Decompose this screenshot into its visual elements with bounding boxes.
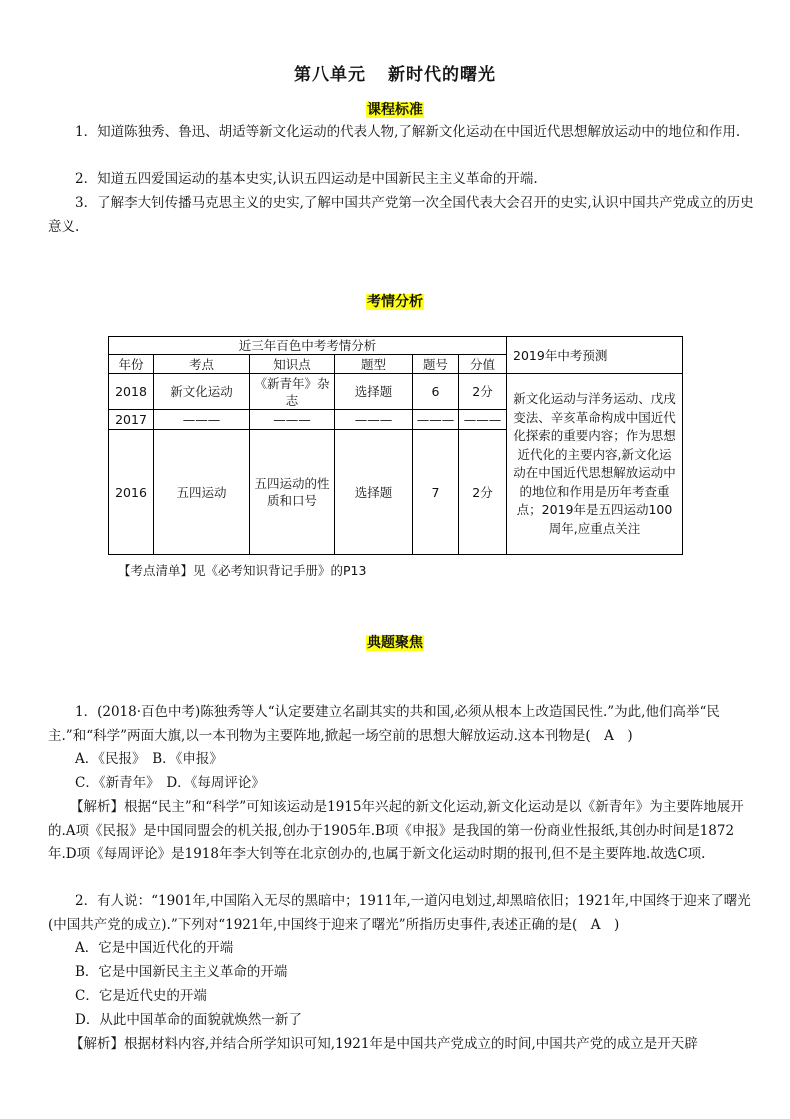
table-cell: ——— [459, 410, 507, 430]
table-cell: 新文化运动 [154, 374, 250, 410]
section-heading-examples: 典题聚焦 [367, 635, 423, 651]
question-1-options-ab: A．《民报》 B．《申报》 [75, 751, 223, 767]
table-cell: ——— [413, 410, 459, 430]
checklist-note: 【考点清单】见《必考知识背记手册》的P13 [118, 563, 367, 578]
prediction-header: 2019年中考预测 [507, 337, 683, 374]
table-row [109, 374, 683, 410]
table-cell: 7 [413, 430, 459, 555]
section-heading-analysis: 考情分析 [367, 294, 423, 310]
question-2-analysis: 【解析】根据材料内容,并结合所学知识可知,1921年是中国共产党成立的时间,中国共产党的成立是开天辟 [70, 1036, 698, 1052]
table-cell: 五四运动 [154, 430, 250, 555]
question-2-option: B．它是中国新民主主义革命的开端 [75, 964, 288, 980]
column-header: 年份 [109, 355, 154, 374]
column-header: 考点 [154, 355, 250, 374]
prediction-text: 新文化运动与洋务运动、戊戌变法、辛亥革命构成中国近代化探索的重要内容；作为思想近代化的主要内容,新文化运动在中国近代思想解放运动中的地位和作用是历年考查重点；2019年是五四运动100周年,应重点关注 [507, 374, 683, 555]
column-header: 知识点 [250, 355, 335, 374]
table-cell: 2017 [109, 410, 154, 430]
table-cell: 选择题 [335, 430, 413, 555]
table-cell: 《新青年》杂志 [250, 374, 335, 410]
table-cell: 2016 [109, 430, 154, 555]
standard-item-3: 3．了解李大钊传播马克思主义的史实,了解中国共产党第一次全国代表大会召开的史实,认识中国共产党成立的历史意义. [48, 195, 754, 235]
table-cell: 6 [413, 374, 459, 410]
unit-title [0, 60, 790, 85]
question-2-stem: 2．有人说：“1901年,中国陷入无尽的黑暗中；1911年,一道闪电划过,却黑暗依旧；1921年,中国终于迎来了曙光(中国共产党的成立).”下列对“1921年,中国终于迎来了曙光”所指历史事件,表述正确的是( A ) [48, 893, 751, 933]
standard-item-1: 1．知道陈独秀、鲁迅、胡适等新文化运动的代表人物,了解新文化运动在中国近代思想解放运动中的地位和作用. [75, 124, 741, 140]
column-header: 题号 [413, 355, 459, 374]
table-cell: 五四运动的性质和口号 [250, 430, 335, 555]
table-cell: 2分 [459, 430, 507, 555]
section-heading-standards: 课程标准 [367, 102, 423, 118]
question-2-option: C．它是近代史的开端 [75, 988, 207, 1004]
table-cell: ——— [335, 410, 413, 430]
question-2-option: A．它是中国近代化的开端 [75, 940, 234, 956]
column-header: 题型 [335, 355, 413, 374]
table-cell: ——— [154, 410, 250, 430]
standard-item-2: 2．知道五四爱国运动的基本史实,认识五四运动是中国新民主主义革命的开端. [75, 171, 538, 187]
question-2-option: D．从此中国革命的面貌就焕然一新了 [75, 1012, 302, 1028]
exam-analysis-table [108, 336, 683, 555]
table-cell: 选择题 [335, 374, 413, 410]
question-1-options-cd: C．《新青年》 D．《每周评论》 [75, 775, 265, 791]
unit-name: 新时代的曙光 [388, 65, 496, 85]
table-cell: 2018 [109, 374, 154, 410]
question-1-analysis: 【解析】根据“民主”和“科学”可知该运动是1915年兴起的新文化运动,新文化运动是以《新青年》为主要阵地展开的.A项《民报》是中国同盟会的机关报,创办于1905年.B项《申报》是我国的第一份商业性报纸,其创办时间是1872年.D项《每周评论》是1918年李大钊等在北京创办的,也属于新文化运动时期的报刊,但不是主要阵地.故选C项. [48, 799, 744, 862]
question-1-stem: 1．(2018·百色中考)陈独秀等人“认定要建立名副其实的共和国,必须从根本上改造国民性.”为此,他们高举“民主.”和“科学”两面大旗,以一本刊物为主要阵地,掀起一场空前的思想大解放运动.这本刊物是( A ) [48, 704, 720, 744]
column-header: 分值 [459, 355, 507, 374]
table-cell: ——— [250, 410, 335, 430]
table-caption: 近三年百色中考考情分析 [109, 337, 507, 355]
unit-number: 第八单元 [294, 65, 366, 85]
table-cell: 2分 [459, 374, 507, 410]
